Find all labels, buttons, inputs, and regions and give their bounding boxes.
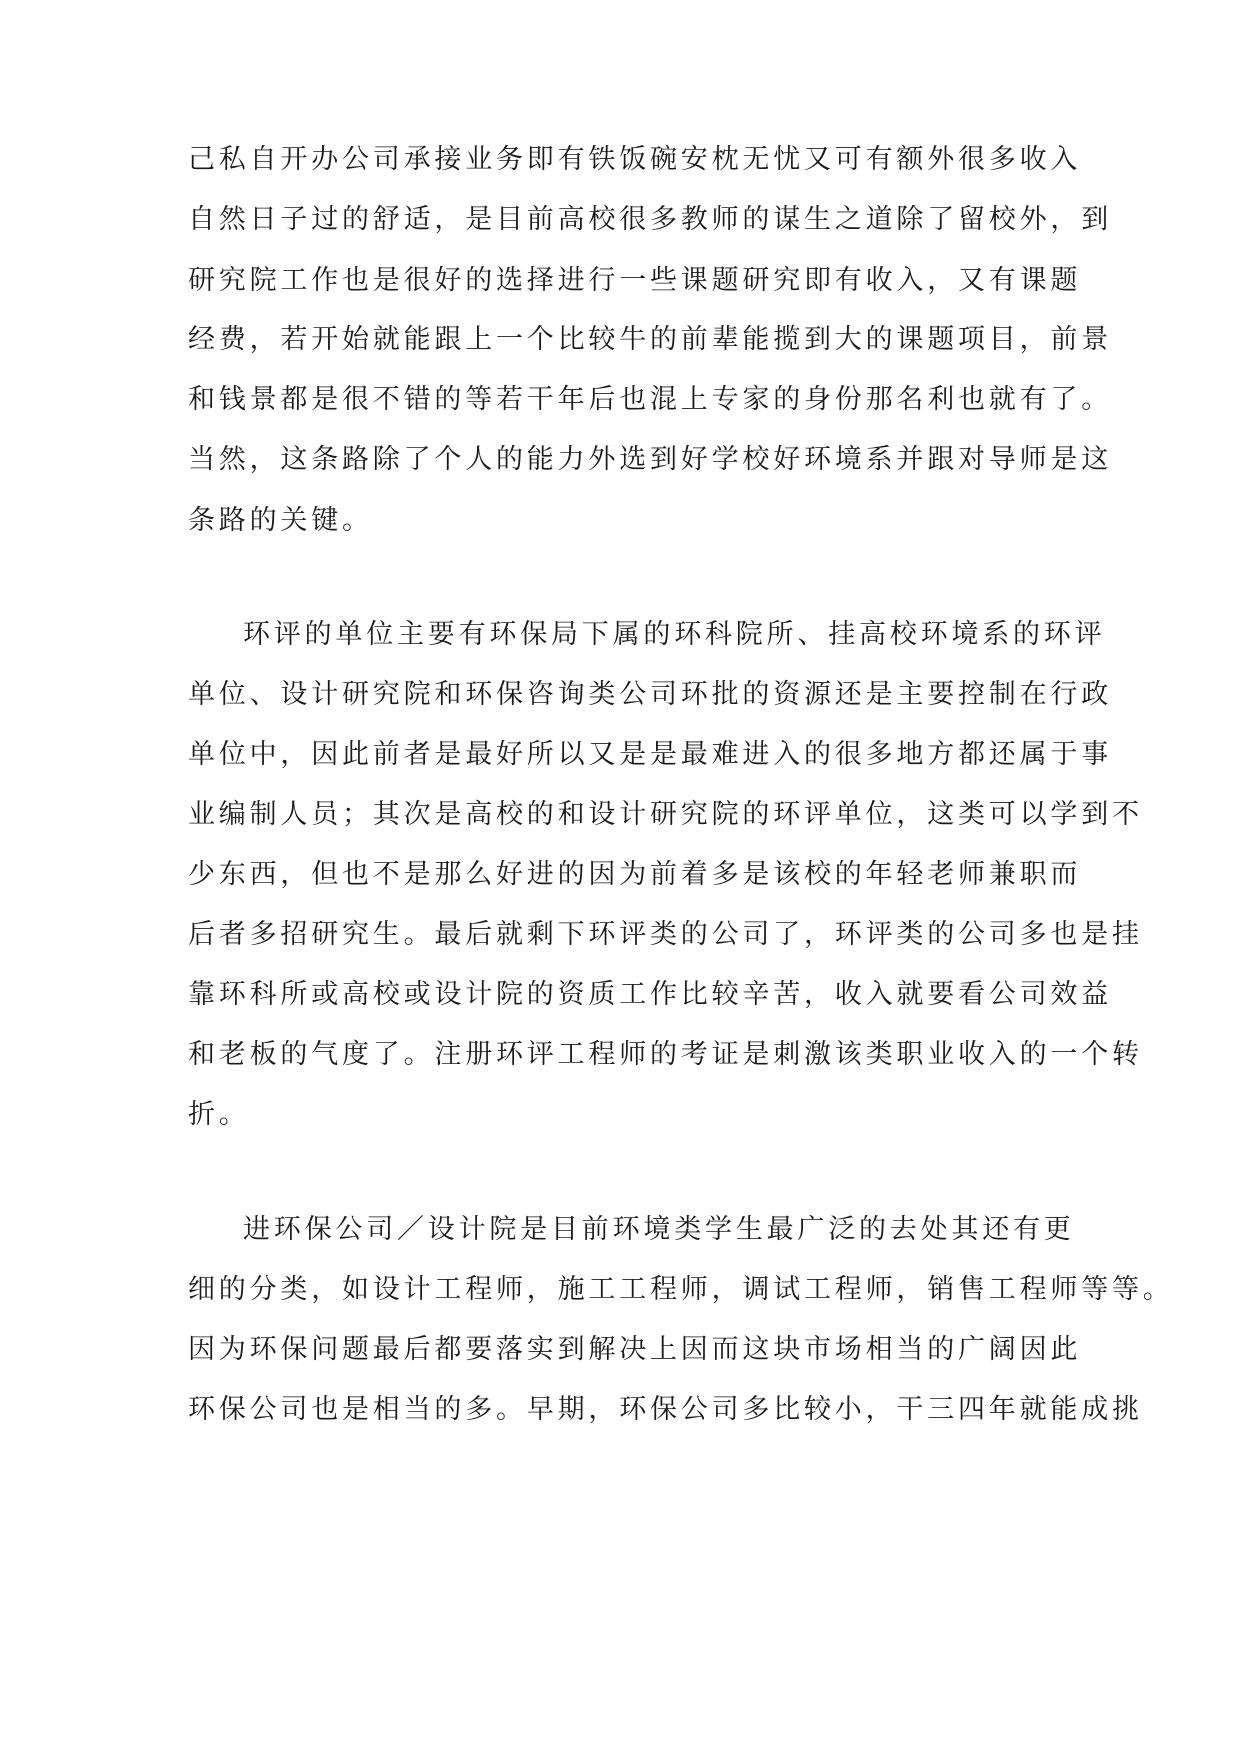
- paragraph-1-line-2: 自然日子过的舒适，是目前高校很多教师的谋生之道除了留校外，到: [188, 204, 1112, 235]
- paragraph-2-line-8: 和老板的气度了。注册环评工程师的考证是刺激该类职业收入的一个转: [188, 1039, 1143, 1070]
- paragraph-1-line-7: 条路的关键。: [188, 505, 373, 536]
- paragraph-2-line-2: 单位、设计研究院和环保咨询类公司环批的资源还是主要控制在行政: [188, 679, 1112, 710]
- paragraph-2-line-1: 环评的单位主要有环保局下属的环科院所、挂高校环境系的环评: [243, 619, 1106, 650]
- paragraph-1-line-5: 和钱景都是很不错的等若干年后也混上专家的身份那名利也就有了。: [188, 384, 1112, 415]
- paragraph-2-line-4: 业编制人员；其次是高校的和设计研究院的环评单位，这类可以学到不: [188, 799, 1143, 830]
- paragraph-3-line-1: 进环保公司／设计院是目前环境类学生最广泛的去处其还有更: [243, 1214, 1075, 1245]
- paragraph-2-line-7: 靠环科所或高校或设计院的资质工作比较辛苦，收入就要看公司效益: [188, 979, 1112, 1010]
- paragraph-2-line-9: 折。: [188, 1099, 250, 1130]
- paragraph-3-line-4: 环保公司也是相当的多。早期，环保公司多比较小，干三四年就能成挑: [188, 1394, 1143, 1425]
- paragraph-1-line-1: 己私自开办公司承接业务即有铁饭碗安枕无忧又可有额外很多收入: [188, 144, 1082, 175]
- paragraph-1-line-4: 经费，若开始就能跟上一个比较牛的前辈能揽到大的课题项目，前景: [188, 324, 1112, 355]
- paragraph-1-line-3: 研究院工作也是很好的选择进行一些课题研究即有收入，又有课题: [188, 265, 1082, 296]
- paragraph-2-line-6: 后者多招研究生。最后就剩下环评类的公司了，环评类的公司多也是挂: [188, 919, 1143, 950]
- paragraph-1-line-6: 当然，这条路除了个人的能力外选到好学校好环境系并跟对导师是这: [188, 444, 1112, 475]
- paragraph-2-line-5: 少东西，但也不是那么好进的因为前着多是该校的年轻老师兼职而: [188, 859, 1082, 890]
- paragraph-2-line-3: 单位中，因此前者是最好所以又是是最难进入的很多地方都还属于事: [188, 739, 1112, 770]
- paragraph-3-line-3: 因为环保问题最后都要落实到解决上因而这块市场相当的广阔因此: [188, 1334, 1082, 1365]
- paragraph-3-line-2: 细的分类，如设计工程师，施工工程师，调试工程师，销售工程师等等。: [188, 1274, 1174, 1305]
